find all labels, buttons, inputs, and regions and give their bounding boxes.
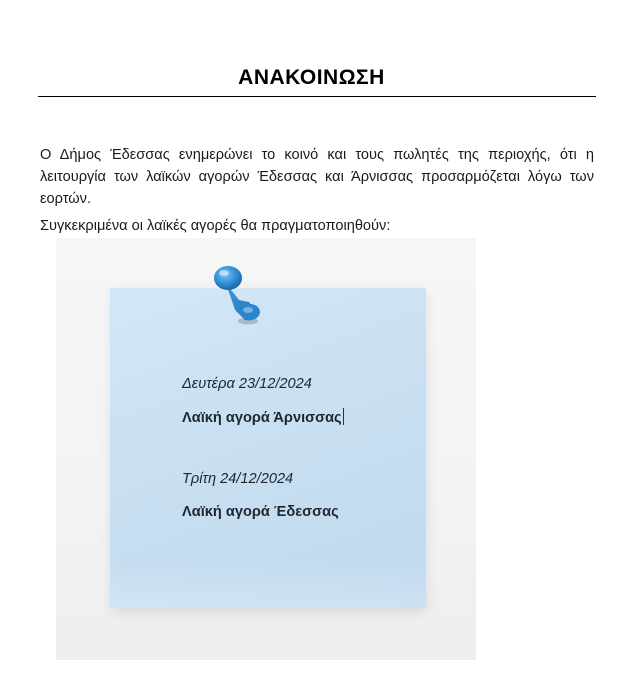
page-title: ΑΝΑΚΟΙΝΩΣΗ (238, 66, 385, 89)
announcement-paragraph: Ο Δήμος Έδεσσας ενημερώνει το κοινό και τους πωλητές της περιοχής, ότι η λειτουργία των λαϊκών αγορών Έδεσσας και Άρνισσας προσαρμόζεται λόγω των εορτών. (40, 147, 594, 207)
note-date-1: Δευτέρα 23/12/2024 (182, 376, 312, 392)
note-market-1 (182, 408, 344, 426)
sticky-note-curl (110, 560, 426, 608)
title-underline (38, 96, 596, 97)
note-market-2: Λαϊκή αγορά Έδεσσας (182, 504, 339, 520)
note-market-1-label: Λαϊκή αγορά Άρνισσας (182, 410, 342, 426)
schedule-intro: Συγκεκριμένα οι λαϊκές αγορές θα πραγματοποιηθούν: (40, 218, 391, 234)
note-date-2: Τρίτη 24/12/2024 (182, 471, 294, 487)
text-cursor (343, 408, 344, 425)
push-pin-icon (205, 262, 275, 332)
